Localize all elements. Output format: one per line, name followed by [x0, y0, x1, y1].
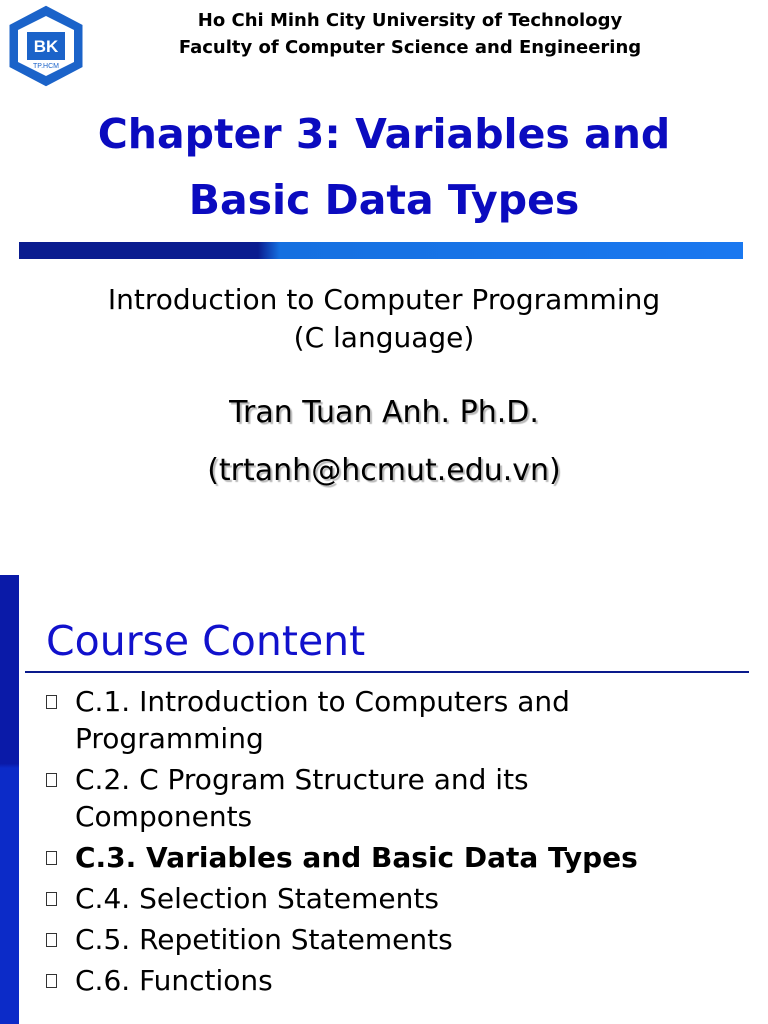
bullet-icon [46, 892, 57, 906]
bullet-icon [46, 695, 57, 709]
course-language: (C language) [293, 321, 475, 354]
list-item-line1: C.2. C Program Structure and its [75, 763, 529, 796]
list-item-line2: Components [75, 800, 253, 833]
slide-sidebar-bar [0, 575, 19, 1024]
logo-subtext: TP.HCM [33, 63, 59, 70]
institution-name: Ho Chi Minh City University of Technology [197, 10, 623, 31]
list-item [46, 683, 746, 757]
chapter-title-line2: Basic Data Types [188, 176, 580, 224]
bullet-icon [46, 933, 57, 947]
author-name: Tran Tuan Anh. Ph.D. [229, 395, 539, 430]
list-item [46, 921, 746, 958]
bullet-icon [46, 851, 57, 865]
chapter-title-line1: Chapter 3: Variables and [97, 110, 671, 158]
list-item [46, 761, 746, 835]
logo-text: BK [33, 37, 59, 56]
author-email: (trtanh@hcmut.edu.vn) [207, 453, 561, 488]
heading-underline [25, 671, 749, 673]
list-item [46, 962, 746, 999]
list-item [46, 880, 746, 917]
bullet-icon [46, 974, 57, 988]
list-item-line1: C.1. Introduction to Computers and [75, 685, 570, 718]
course-content-list [46, 683, 746, 1003]
list-item-line1: C.6. Functions [75, 964, 273, 997]
course-name: Introduction to Computer Programming [107, 283, 661, 316]
course-content-slide [0, 575, 768, 1024]
list-item-line1: C.5. Repetition Statements [75, 923, 453, 956]
faculty-name: Faculty of Computer Science and Engineering [178, 37, 642, 58]
course-content-heading: Course Content [46, 617, 366, 665]
list-item-line1: C.4. Selection Statements [75, 882, 439, 915]
list-item-current [46, 839, 746, 876]
list-item-line1: C.3. Variables and Basic Data Types [75, 841, 638, 874]
title-divider-bar [19, 242, 743, 259]
bullet-icon [46, 773, 57, 787]
list-item-line2: Programming [75, 722, 264, 755]
university-logo [2, 2, 90, 90]
